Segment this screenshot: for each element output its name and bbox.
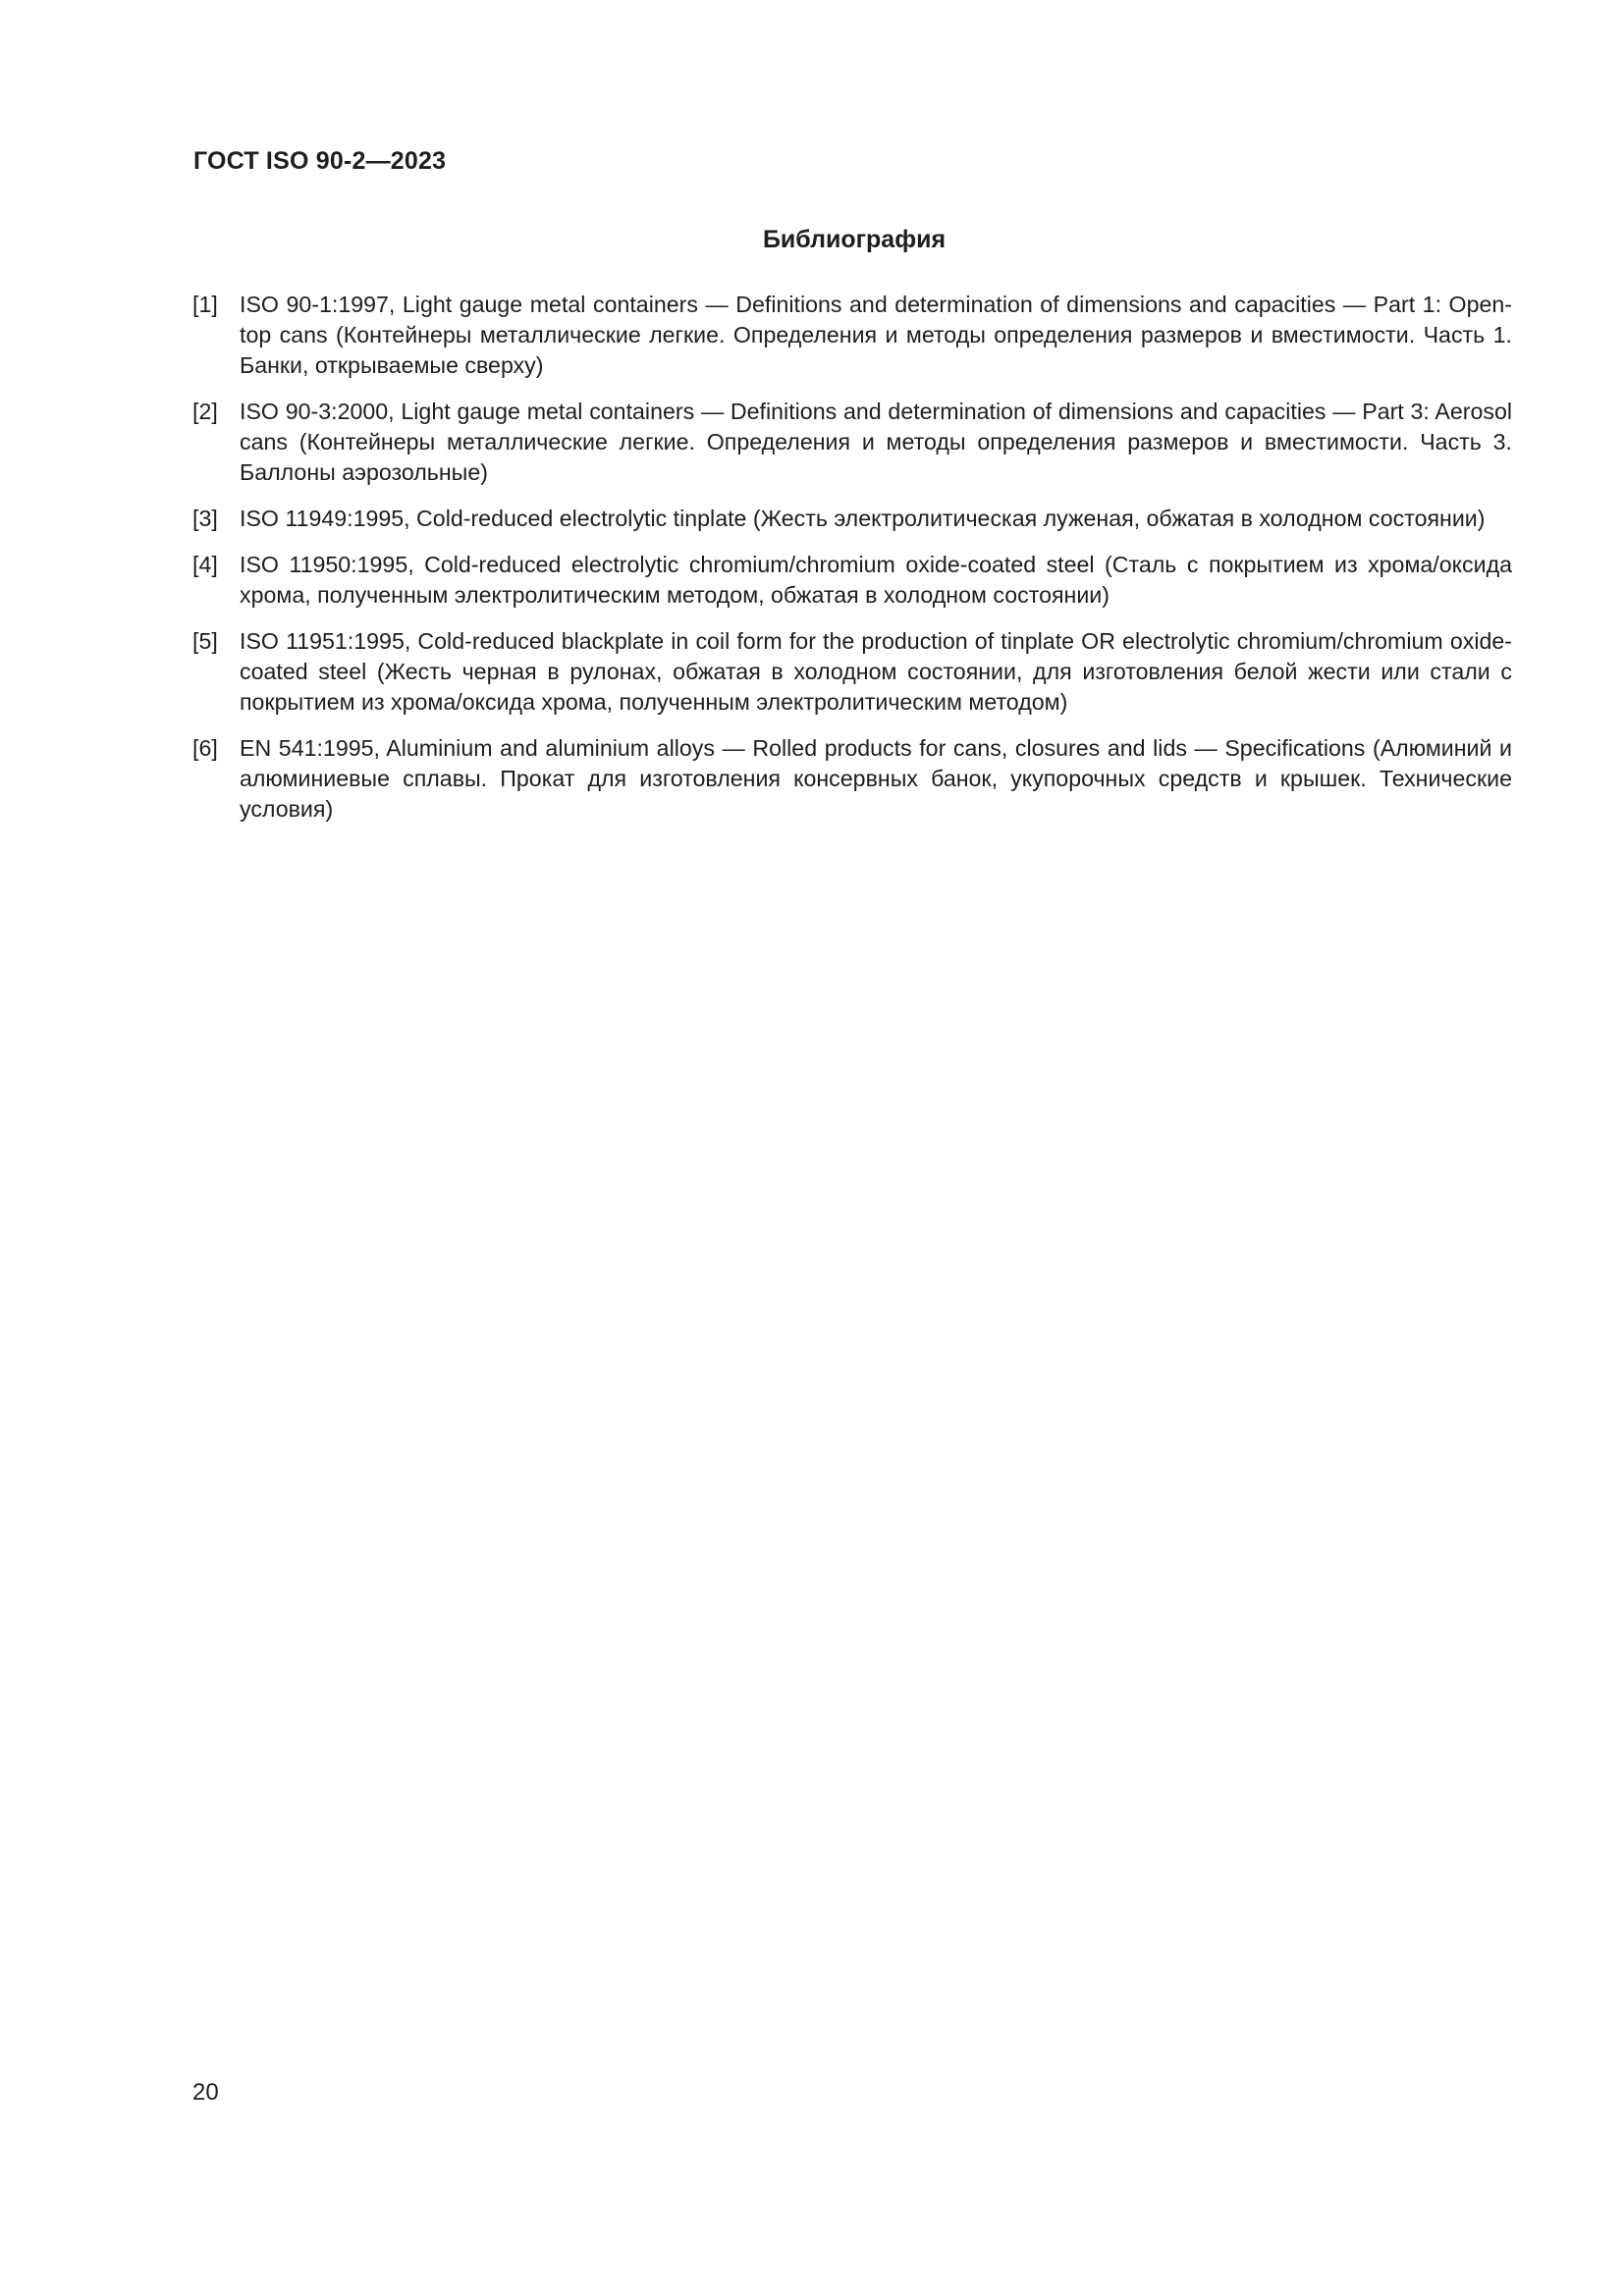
reference-text: ISO 90-1:1997, Light gauge metal containers — Definitions and determination of dimensions and capacities — Part 1: Open-top cans (Контейнеры металлические легкие. Определения и методы определения размеров и вместимости. Часть 1. Банки, открываемые сверху) bbox=[240, 292, 1512, 378]
reference-text: ISO 11949:1995, Cold-reduced electrolytic tinplate (Жесть электролитическая луженая, обжатая в холодном состоянии) bbox=[240, 506, 1486, 531]
reference-item-1 bbox=[192, 290, 1512, 381]
reference-text: ISO 90-3:2000, Light gauge metal containers — Definitions and determination of dimensions and capacities — Part 3: Aerosol cans (Контейнеры металлические легкие. Определения и методы определения размеров и вместимости. Часть 3. Баллоны аэрозольные) bbox=[240, 399, 1512, 485]
reference-text: ISO 11951:1995, Cold-reduced blackplate in coil form for the production of tinplate OR electrolytic chromium/chromium oxide-coated steel (Жесть черная в рулонах, обжатая в холодном состоянии, для изготовления белой жести или стали с покрытием из хрома/оксида хрома, полученным электролитическим методом) bbox=[240, 628, 1512, 715]
reference-number: [6] bbox=[192, 735, 218, 761]
reference-item-5 bbox=[192, 626, 1512, 718]
reference-text: EN 541:1995, Aluminium and aluminium alloys — Rolled products for cans, closures and lids — Specifications (Алюминий и алюминиевые сплавы. Прокат для изготовления консервных банок, укупорочных средств и крышек. Технические условия) bbox=[240, 735, 1512, 822]
reference-number: [1] bbox=[192, 292, 218, 317]
reference-number: [4] bbox=[192, 552, 218, 577]
reference-item-3 bbox=[192, 504, 1512, 534]
document-header: ГОСТ ISO 90-2—2023 bbox=[193, 147, 447, 175]
reference-item-2 bbox=[192, 397, 1512, 488]
reference-item-6 bbox=[192, 733, 1512, 825]
page-number: 20 bbox=[192, 2079, 219, 2106]
reference-text: ISO 11950:1995, Cold-reduced electrolytic chromium/chromium oxide-coated steel (Сталь с покрытием из хрома/оксида хрома, полученным электролитическим методом, обжатая в холодном состоянии) bbox=[240, 552, 1512, 608]
reference-number: [5] bbox=[192, 628, 218, 654]
reference-list bbox=[192, 290, 1512, 840]
reference-number: [2] bbox=[192, 399, 218, 424]
reference-number: [3] bbox=[192, 506, 218, 531]
reference-item-4 bbox=[192, 550, 1512, 611]
bibliography-title: Библиография bbox=[762, 226, 947, 253]
